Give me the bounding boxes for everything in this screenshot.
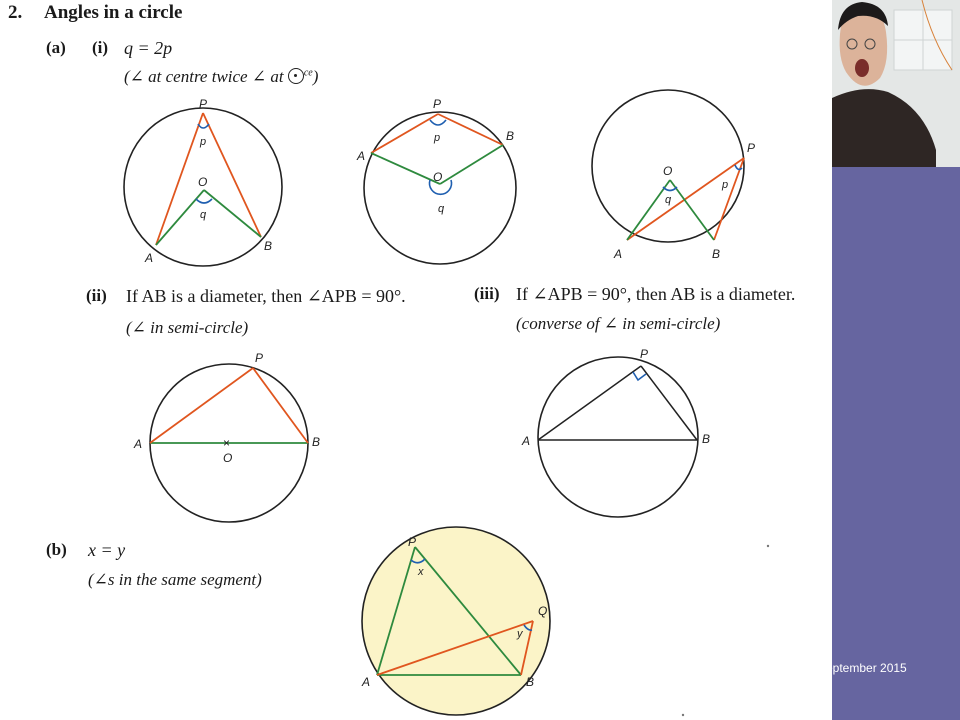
question-title: Angles in a circle [44, 2, 183, 23]
label-q-angle-3: q [665, 194, 672, 206]
circle-6 [362, 527, 550, 715]
label-a-1: A [145, 251, 154, 265]
label-y-angle-6: y [517, 628, 523, 640]
diagram-converse [521, 347, 710, 517]
label-a-6: A [362, 675, 371, 689]
centre-mark-4: × [223, 436, 231, 450]
label-o-1: O [198, 175, 208, 189]
radius-oa-1 [156, 190, 204, 245]
scan-speck [767, 545, 769, 547]
chord-pa-2 [371, 114, 441, 153]
chord-ap-5 [538, 366, 641, 440]
label-b-2: B [506, 129, 515, 143]
part-a-i-reason: (∠ at centre twice ∠ at $^{ce}$) [124, 67, 319, 86]
angle-q-arc-1 [196, 199, 212, 203]
label-a-4: A [134, 437, 143, 451]
part-a-i-label: (i) [92, 38, 109, 57]
radius-oa-2 [371, 153, 443, 184]
label-x-angle-6: x [418, 566, 424, 578]
part-a-iii-label: (iii) [474, 284, 500, 303]
label-b-6: B [526, 675, 535, 689]
label-o-2: O [433, 170, 443, 184]
part-b-reason: (∠s in the same segment) [88, 570, 262, 589]
label-o-4: O [223, 451, 233, 465]
diagram-semicircle [133, 351, 320, 522]
part-a-ii-reason: (∠ in semi-circle) [126, 318, 249, 337]
scan-speck [682, 714, 684, 716]
label-p-1: P [199, 97, 208, 111]
angle-p-arc-2 [430, 120, 446, 125]
label-p-5: P [640, 347, 649, 361]
chord-pa-1 [156, 113, 203, 245]
diagram-3 [592, 90, 755, 261]
part-a-label: (a) [46, 38, 66, 57]
label-b-3: B [712, 247, 721, 261]
label-o-3: O [663, 164, 673, 178]
presenter-photo-graphic [832, 0, 960, 167]
circle-5 [538, 357, 698, 517]
part-a-ii-label: (ii) [86, 286, 107, 305]
label-b-5: B [702, 432, 711, 446]
chord-pb-3 [714, 158, 744, 240]
chord-pa-3 [627, 158, 744, 240]
radius-ob-1 [204, 190, 261, 237]
label-a-2: A [357, 149, 366, 163]
radius-ob-2 [440, 145, 503, 184]
chord-pb-1 [203, 113, 261, 237]
label-p-angle-1: p [200, 136, 207, 148]
radius-oa-3 [627, 180, 670, 240]
label-a-3: A [614, 247, 623, 261]
part-a-iii-reason: (converse of ∠ in semi-circle) [516, 314, 721, 333]
diagram-2 [356, 97, 516, 264]
label-p-2: P [433, 97, 442, 111]
part-a-i-statement: q = 2p [124, 38, 173, 58]
label-q-angle-1: q [200, 209, 207, 221]
part-b-statement: x = y [88, 540, 126, 560]
label-b-1: B [264, 239, 273, 253]
chord-pb-5 [641, 366, 697, 440]
diagram-same-segment [361, 527, 550, 715]
radius-ob-3 [670, 180, 714, 240]
presenter-photo [832, 0, 960, 167]
chord-pb-4 [253, 368, 308, 443]
part-b-label: (b) [46, 540, 67, 559]
label-b-4: B [312, 435, 321, 449]
label-a-5: A [522, 434, 531, 448]
label-p-4: P [255, 351, 264, 365]
diagram-1 [124, 97, 282, 266]
label-p-6: P [408, 535, 417, 549]
label-p-angle-3: p [722, 179, 729, 191]
label-p-3: P [747, 141, 756, 155]
part-a-ii-statement: If AB is a diameter, then ∠APB = 90°. [126, 286, 406, 306]
right-angle-mark-5 [633, 372, 646, 380]
chord-ap-4 [150, 368, 253, 443]
footer-date: eptember 2015 [826, 661, 907, 675]
label-p-angle-2: p [434, 132, 441, 144]
label-q-6: Q [538, 604, 548, 618]
label-q-angle-2: q [438, 203, 445, 215]
part-a-iii-statement: If ∠APB = 90°, then AB is a diameter. [516, 284, 796, 304]
question-number: 2. [8, 2, 23, 23]
